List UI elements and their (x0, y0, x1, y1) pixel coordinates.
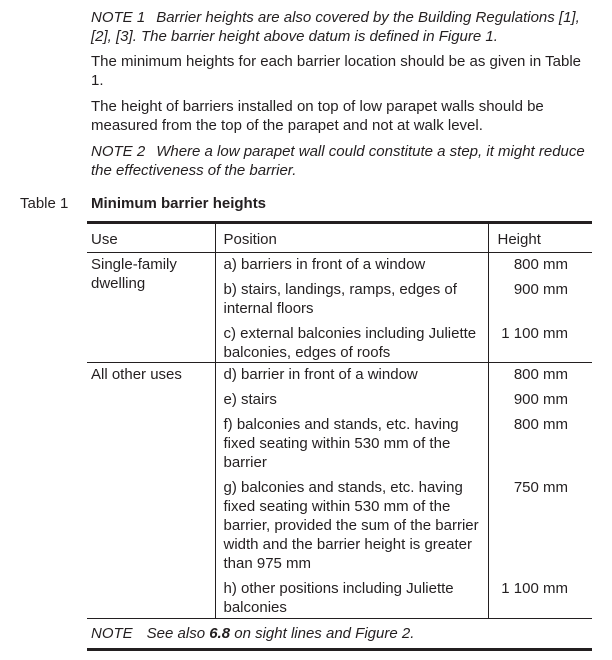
barrier-table (87, 221, 592, 651)
height-cell: 900 mm (513, 391, 568, 408)
note-2-label: NOTE 2 (91, 143, 146, 160)
barrier-heights-table (87, 221, 592, 651)
height-cell: 1 100 mm (501, 580, 568, 597)
height-cell: 1 100 mm (488, 318, 592, 363)
position-cell: b) stairs, landings, ramps, edges of internal floors (215, 274, 488, 318)
position-cell: g) balconies and stands, etc. having fixed seating within 530 mm of the barrier, provided the sum of the barrier width and the barrier height is greater than 975 mm (215, 472, 488, 573)
position-cell: c) external balconies including Juliette balconies, edges of roofs (215, 318, 488, 363)
height-cell: 800 mm (513, 416, 568, 433)
position-cell: d) barrier in front of a window (215, 363, 488, 385)
position-cell: f) balconies and stands, etc. having fixed seating within 530 mm of the barrier (215, 409, 488, 472)
table-note-prefix: See also (146, 625, 206, 642)
header-position: Position (215, 223, 488, 253)
table-note-ref: 6.8 (209, 625, 231, 642)
note-2-text: Where a low parapet wall could constitute a step, it might reduce the effectiveness of the barrier. (91, 143, 585, 179)
table-header-row (87, 223, 592, 253)
height-cell: 750 mm (513, 479, 568, 496)
note-1-label: NOTE 1 (91, 9, 146, 26)
height-cell: 800 mm (513, 256, 568, 273)
use-single-family: Single-family dwelling (87, 253, 215, 363)
table-note (87, 619, 592, 650)
use-all-other: All other uses (91, 366, 182, 383)
header-use: Use (87, 223, 215, 253)
table-note-suffix: on sight lines and Figure 2. (234, 625, 415, 642)
header-height: Height (488, 223, 592, 253)
position-cell: h) other positions including Juliette balconies (215, 573, 488, 619)
note-1 (91, 8, 591, 46)
position-cell: e) stairs (215, 384, 488, 409)
table-note-row (87, 619, 592, 650)
height-cell: 800 mm (513, 366, 568, 383)
paragraph-minimum-heights: The minimum heights for each barrier location should be as given in Table 1. (91, 53, 581, 89)
height-cell: 900 mm (513, 281, 568, 298)
position-cell: a) barriers in front of a window (215, 253, 488, 275)
table-row (87, 253, 592, 275)
table-title: Minimum barrier heights (91, 195, 267, 212)
note-1-text: Barrier heights are also covered by the Building Regulations [1], [2], [3]. The barrier height above datum is defined in Figure 1. (91, 9, 580, 45)
table-note-label: NOTE (91, 625, 133, 642)
table-number: Table 1 (20, 195, 69, 212)
paragraph-parapet-walls: The height of barriers installed on top of low parapet walls should be measured from the top of the parapet and not at walk level. (91, 98, 544, 134)
table-row (87, 363, 592, 385)
note-2 (91, 142, 591, 180)
